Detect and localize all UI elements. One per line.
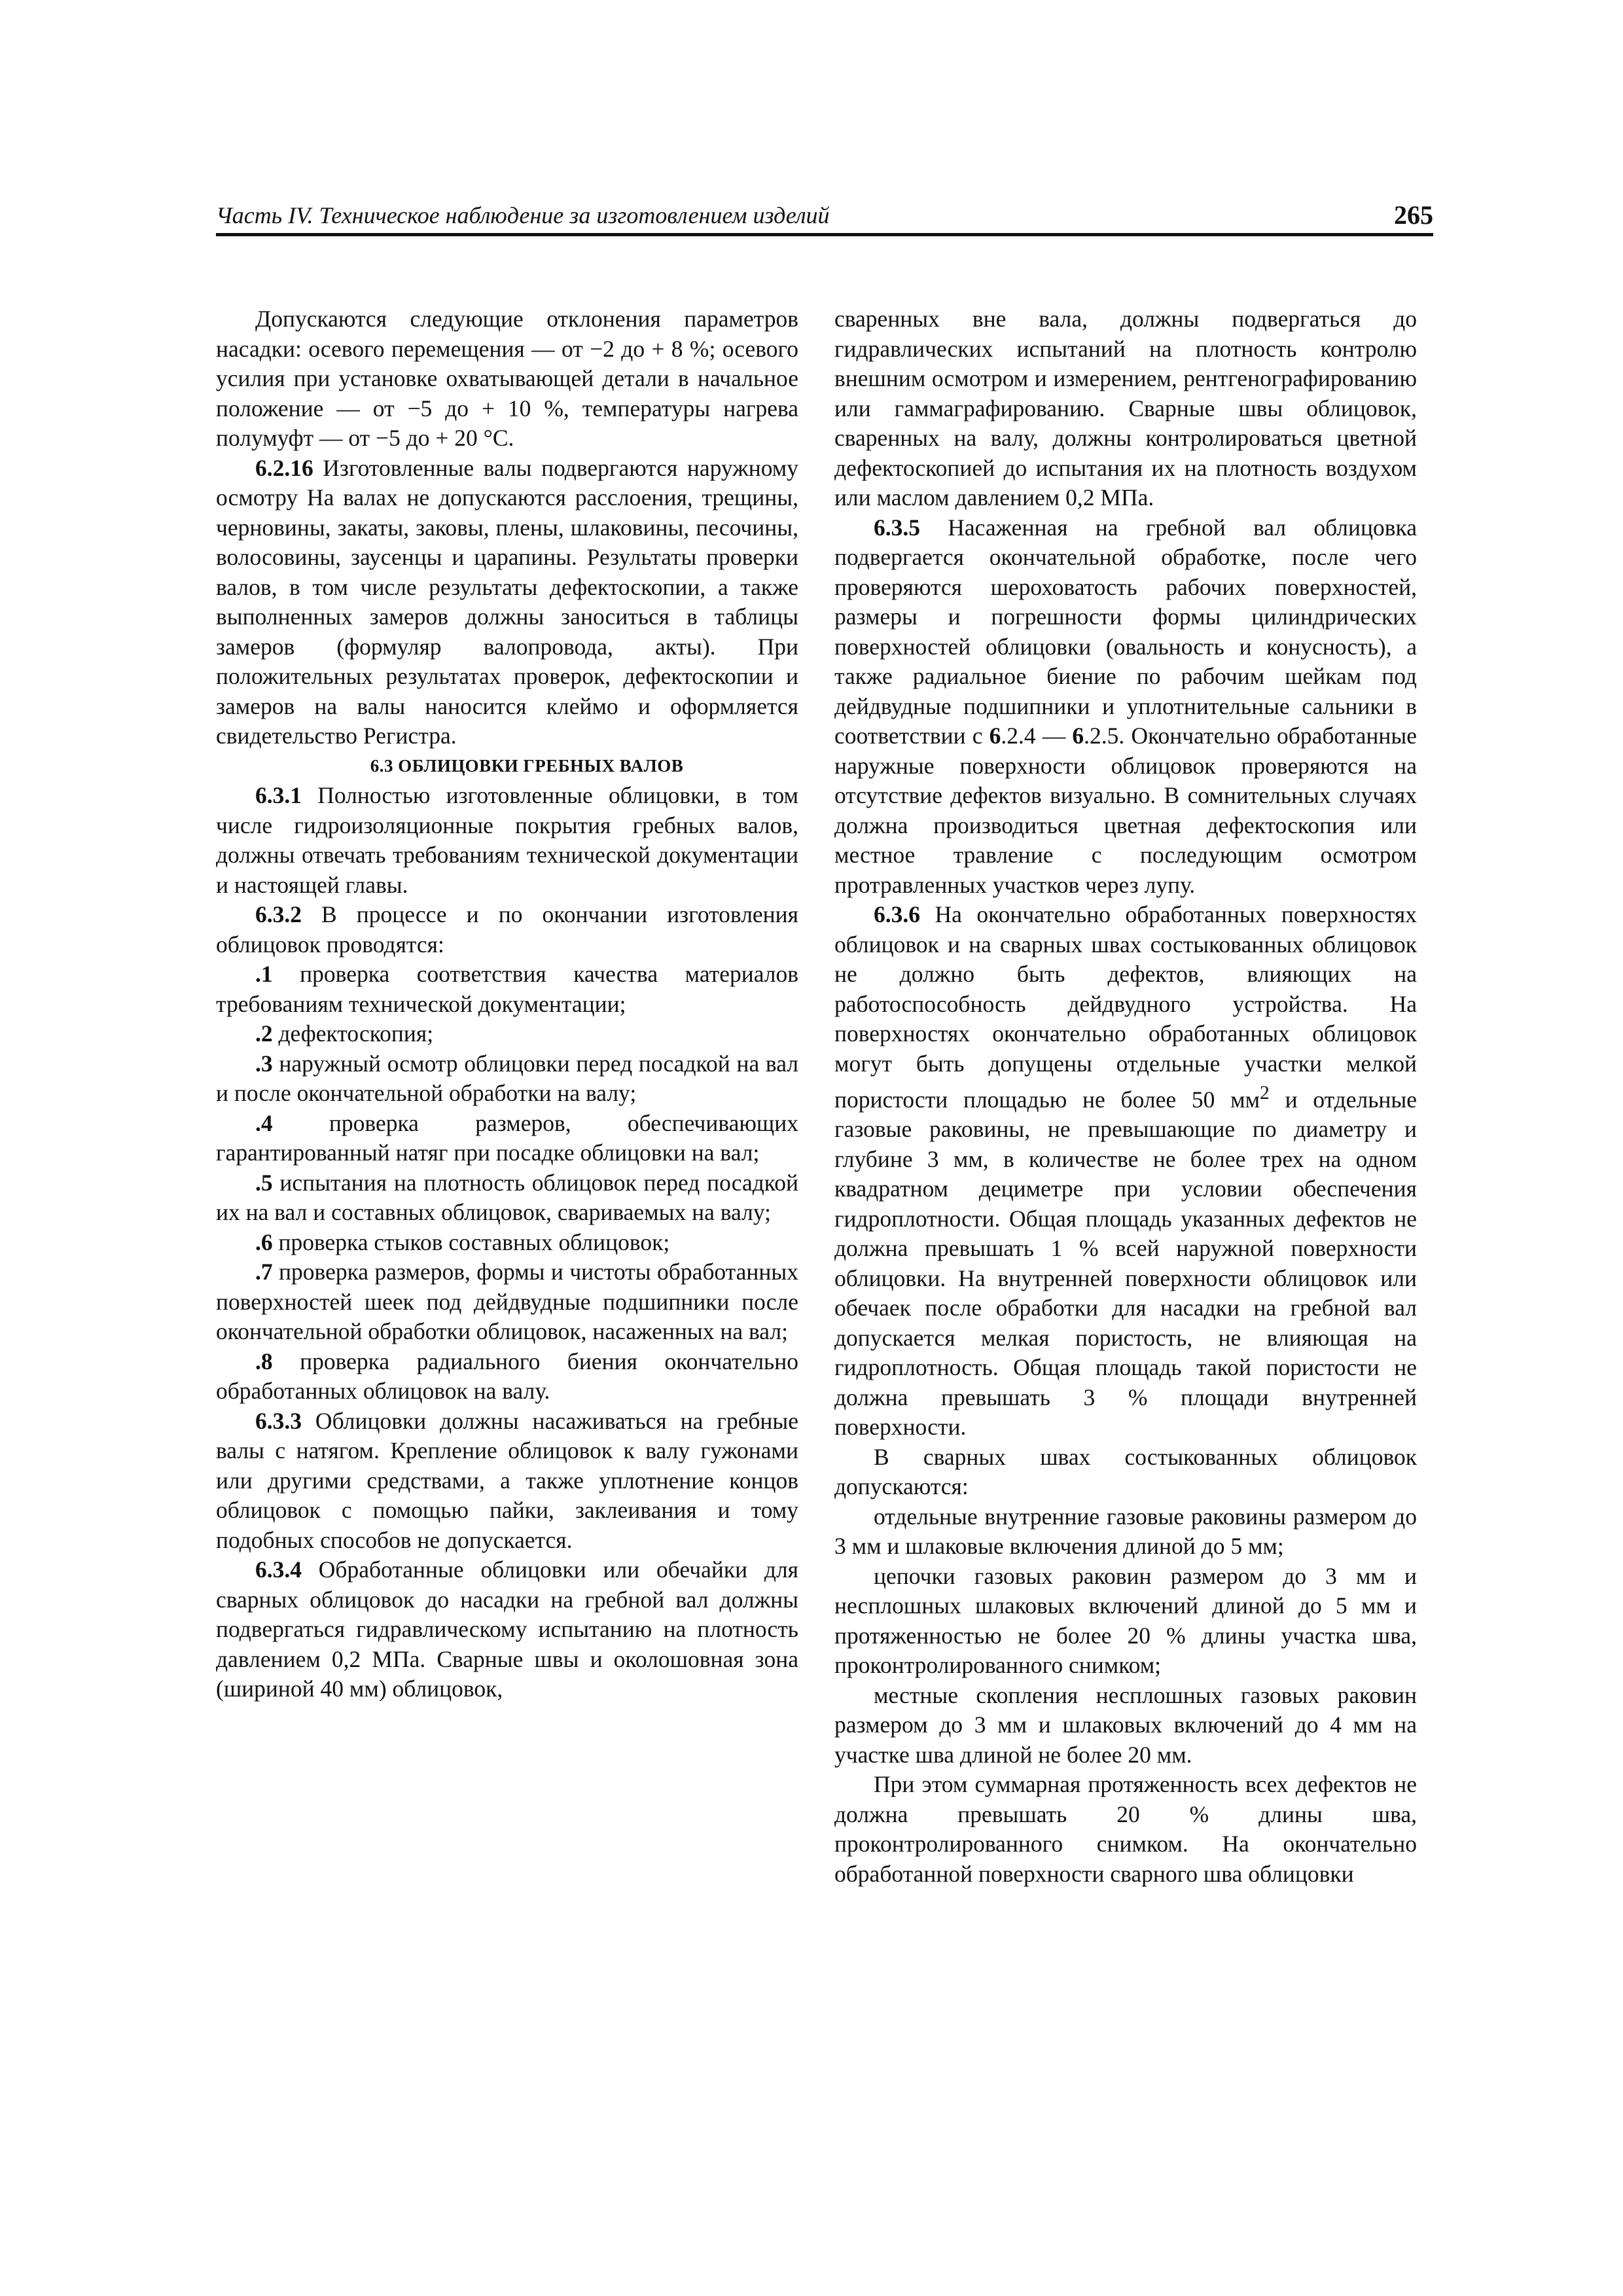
paragraph-6-3-3	[216, 1407, 798, 1556]
clause-text: Изготовленные валы подвергаются наружному осмотру На валах не допускаются расслоения, трещины, черновины, закаты, заковы, плены, шлаковины, песочины, волосовины, заусенцы и царапины. Результаты проверки валов, в том числе результаты дефектоскопии, а также выполненных замеров должны заноситься в таблицы замеров (формуляр валопровода, акты). При положительных результатах проверок, дефектоскопии и замеров на валы наносится клеймо и оформляется свидетельство Регистра.	[216, 454, 798, 749]
list-item-text: проверка соответствия качества материалов требованиям технической документации;	[216, 961, 798, 1017]
paragraph-6-3-5	[834, 513, 1417, 901]
cross-reference-tail: .2.5	[1084, 723, 1119, 749]
clause-text: и отдельные газовые раковины, не превышающие по диаметру и глубине 3 мм, в количестве не более трех на одном квадратном дециметре при условии обеспечения гидроплотности. Общая площадь указанных дефектов не должна превышать 1 % всей наружной поверхности облицовки. На внутренней поверхности облицовок или обечаек после обработки для насадки на гребной вал допускается мелкая пористость, не влияющая на гидроплотность. Общая площадь такой пористости не должна превышать 3 % площади внутренней поверхности.	[834, 1086, 1417, 1441]
clause-text: Обработанные облицовки или обечайки для сварных облицовок до насадки на гребной вал должны подвергаться гидравлическому испытанию на плотность давлением 0,2 МПа. Сварные швы и околошовная зона (шириной 40 мм) облицовок,	[216, 1556, 798, 1702]
paragraph: местные скопления несплошных газовых раковин размером до 3 мм и шлаковых включений до 4 мм на участке шва длиной не более 20 мм.	[834, 1681, 1417, 1768]
clause-text: Полностью изготовленные облицовки, в том числе гидроизоляционные покрытия гребных валов, должны отвечать требованиям технической документации и настоящей главы.	[216, 782, 798, 898]
paragraph: Допускаются следующие отклонения параметров насадки: осевого перемещения — от −2 до + 8 %; осевого усилия при установке охватывающей детали в начальное положение — от −5 до + 10 %, температуры нагрева полумуфт — от −5 до + 20 °С.	[216, 306, 798, 451]
cross-reference: 6	[989, 723, 1001, 749]
list-item-text: дефектоскопия;	[272, 1020, 434, 1047]
paragraph-continued: сваренных вне вала, должны подвергаться до гидравлических испытаний на плотность контролю внешним осмотром и измерением, рентгенографированию или гаммаграфированию. Сварные швы облицовок, сваренных на валу, должны контролироваться цветной дефектоскопией до испытания их на плотность воздухом или маслом давлением 0,2 МПа.	[834, 306, 1417, 511]
list-item-text: проверка размеров, обеспечивающих гарантированный натяг при посадке облицовки на вал;	[216, 1109, 798, 1166]
list-item	[216, 1347, 798, 1407]
paragraph: отдельные внутренние газовые раковины размером до 3 мм и шлаковые включения длиной до 5 мм;	[834, 1503, 1417, 1560]
clause-number: 6.3.1	[255, 782, 302, 808]
list-item-text: испытания на плотность облицовок перед посадкой их на вал и составных облицовок, свариваемых на валу;	[216, 1169, 798, 1225]
list-item	[216, 960, 798, 1019]
cross-reference: 6	[1072, 723, 1084, 749]
page-number: 265	[1394, 200, 1433, 230]
clause-text: В процессе и по окончании изготовления облицовок проводятся:	[216, 901, 798, 958]
section-heading: 6.3 ОБЛИЦОВКИ ГРЕБНЫХ ВАЛОВ	[370, 755, 684, 776]
paragraph: В сварных швах состыкованных облицовок допускаются:	[834, 1443, 1417, 1500]
list-item	[216, 1049, 798, 1109]
paragraph-6-3-1	[216, 781, 798, 900]
clause-number: 6.3.5	[874, 514, 920, 541]
clause-number: 6.3.2	[255, 901, 302, 927]
list-item-number: .2	[255, 1020, 273, 1047]
list-item-number: .7	[255, 1259, 273, 1285]
paragraph-6-2-16	[216, 454, 798, 751]
paragraph-6-3-6	[834, 900, 1417, 1443]
list-item-number: .5	[255, 1169, 273, 1196]
list-item	[216, 1168, 798, 1228]
clause-text: Насаженная на гребной вал облицовка подвергается окончательной обработке, после чего проверяются шероховатость рабочих поверхностей, размеры и погрешности формы цилиндрических поверхностей облицовки (овальность и конусность), а также радиальное биение по рабочим шейкам под дейдвудные подшипники и уплотнительные сальники в соответствии с	[834, 514, 1417, 749]
list-item-number: .1	[255, 961, 273, 987]
clause-text: . Окончательно обработанные наружные поверхности облицовок проверяются на отсутствие дефектов визуально. В сомнительных случаях должна производиться цветная дефектоскопия или местное травление с последующим осмотром протравленных участков через лупу.	[834, 723, 1417, 898]
list-item-number: .3	[255, 1050, 273, 1077]
list-item-text: наружный осмотр облицовки перед посадкой на вал и после окончательной обработки на валу;	[216, 1050, 798, 1106]
running-header	[216, 196, 1433, 236]
list-item	[216, 1019, 798, 1049]
clause-text: На окончательно обработанных поверхностях облицовок и на сварных швах состыкованных облицовок не должно быть дефектов, влияющих на работоспособность дейдвудного устройства. На поверхностях окончательно обработанных облицовок могут быть допущены отдельные участки мелкой пористости площадью не более 50 мм	[834, 901, 1417, 1113]
list-item-number: .8	[255, 1348, 273, 1374]
list-item	[216, 1228, 798, 1258]
left-column	[216, 304, 798, 1704]
header-title: Часть IV. Техническое наблюдение за изготовлением изделий	[216, 202, 830, 228]
paragraph: При этом суммарная протяженность всех дефектов не должна превышать 20 % длины шва, проконтролированного снимком. На окончательно обработанной поверхности сварного шва облицовки	[834, 1771, 1417, 1887]
paragraph-6-3-2	[216, 900, 798, 960]
paragraph-6-3-4	[216, 1555, 798, 1704]
list-item-number: .6	[255, 1229, 273, 1255]
right-column	[834, 304, 1417, 1889]
list-item	[216, 1109, 798, 1168]
clause-text: Облицовки должны насаживаться на гребные валы с натягом. Крепление облицовок к валу гужонами или другими средствами, а также уплотнение концов облицовок с помощью пайки, заклеивания и тому подобных способов не допускается.	[216, 1407, 798, 1553]
paragraph: цепочки газовых раковин размером до 3 мм и несплошных шлаковых включений длиной до 5 мм и протяженностью не более 20 % длины участка шва, проконтролированного снимком;	[834, 1562, 1417, 1679]
clause-number: 6.3.6	[874, 901, 920, 927]
clause-number: 6.2.16	[255, 454, 313, 481]
cross-reference-tail: .2.4 —	[1001, 723, 1073, 749]
list-item-number: .4	[255, 1109, 273, 1136]
list-item-text: проверка радиального биения окончательно обработанных облицовок на валу.	[216, 1348, 798, 1404]
clause-number: 6.3.4	[255, 1556, 302, 1583]
list-item-text: проверка стыков составных облицовок;	[272, 1229, 670, 1255]
list-item-text: проверка размеров, формы и чистоты обработанных поверхностей шеек под дейдвудные подшипники после окончательной обработки облицовок, насаженных на вал;	[216, 1259, 798, 1344]
clause-number: 6.3.3	[255, 1407, 302, 1434]
superscript: 2	[1260, 1083, 1270, 1103]
list-item	[216, 1257, 798, 1347]
